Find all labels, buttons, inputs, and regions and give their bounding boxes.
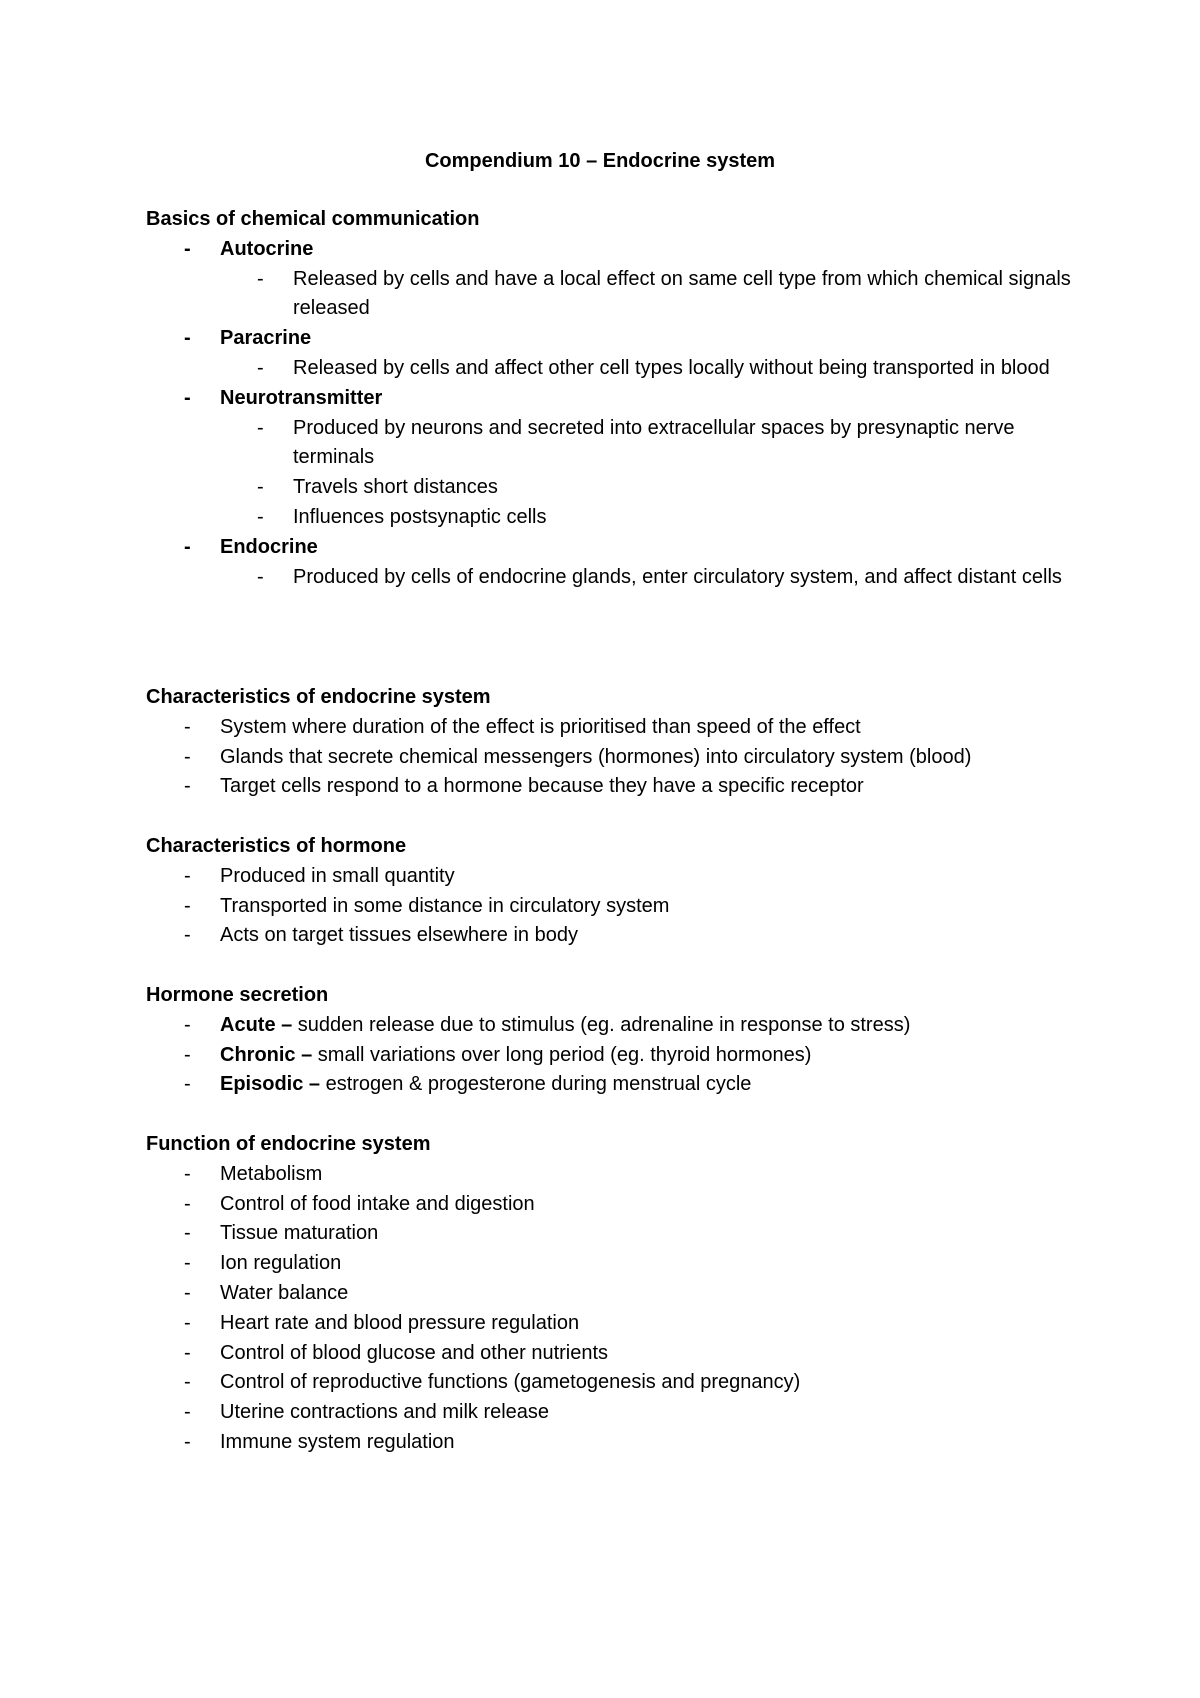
bullet-dash: - (184, 386, 191, 409)
list-item: - Transported in some distance in circulatory system (146, 892, 1086, 922)
bullet-dash: - (184, 1013, 191, 1036)
bullet-dash: - (257, 416, 264, 439)
sub-item: - Released by cells and have a local effect on same cell type from which chemical signals released (146, 265, 1086, 325)
list-item: - Uterine contractions and milk release (146, 1398, 1086, 1428)
list-item: - Heart rate and blood pressure regulation (146, 1309, 1086, 1339)
list-item: - Glands that secrete chemical messengers (hormones) into circulatory system (blood) (146, 743, 1086, 773)
list-item: - Water balance (146, 1279, 1086, 1309)
bullet-dash: - (184, 1073, 191, 1096)
bullet-dash: - (184, 327, 191, 350)
term: Chronic – (220, 1043, 313, 1066)
bullet-dash: - (184, 535, 191, 558)
section-heading: Function of endocrine system (146, 1133, 431, 1155)
bullet-dash: - (257, 505, 264, 528)
bullet-dash: - (184, 1401, 191, 1424)
bullet-dash: - (184, 1311, 191, 1334)
list-item: - Control of blood glucose and other nutrients (146, 1339, 1086, 1369)
list-item: - Metabolism (146, 1160, 1086, 1190)
sub-item: - Travels short distances (146, 473, 1086, 503)
sub-item: - Influences postsynaptic cells (146, 503, 1086, 533)
bullet-dash: - (184, 1043, 191, 1066)
bullet-dash: - (184, 1281, 191, 1304)
list-item-episodic: - Episodic – estrogen & progesterone during menstrual cycle (146, 1070, 1086, 1100)
section-heading: Characteristics of endocrine system (146, 686, 491, 708)
bullet-dash: - (184, 715, 191, 738)
bullet-dash: - (184, 745, 191, 768)
list-item-paracrine: - Paracrine (146, 324, 1086, 354)
bullet-dash: - (184, 775, 191, 798)
bullet-dash: - (184, 1430, 191, 1453)
bullet-dash: - (184, 864, 191, 887)
list-item: - Ion regulation (146, 1249, 1086, 1279)
section-heading: Basics of chemical communication (146, 208, 480, 230)
section-functions (146, 1130, 1086, 1458)
section-heading: Characteristics of hormone (146, 835, 407, 857)
section-hormone-characteristics (146, 832, 1086, 951)
term: Acute – (220, 1013, 293, 1036)
list-item: - System where duration of the effect is prioritised than speed of the effect (146, 713, 1086, 743)
bullet-dash: - (184, 1371, 191, 1394)
list-item: - Tissue maturation (146, 1219, 1086, 1249)
bullet-dash: - (184, 1341, 191, 1364)
list-item-endocrine: - Endocrine (146, 533, 1086, 563)
section-hormone-secretion (146, 981, 1086, 1100)
section-heading: Hormone secretion (146, 984, 329, 1006)
bullet-dash: - (257, 356, 264, 379)
sub-item: - Produced by cells of endocrine glands, enter circulatory system, and affect distant cells (146, 563, 1086, 593)
sub-item: - Released by cells and affect other cell types locally without being transported in blood (146, 354, 1086, 384)
term: Episodic – (220, 1073, 321, 1096)
document-title: Compendium 10 – Endocrine system (424, 150, 776, 172)
bullet-dash: - (257, 267, 264, 290)
bullet-dash: - (184, 1162, 191, 1185)
list-item-autocrine: - Autocrine (146, 235, 1086, 265)
sub-item: - Produced by neurons and secreted into extracellular spaces by presynaptic nerve terminals (146, 414, 1086, 474)
list-item: - Produced in small quantity (146, 862, 1086, 892)
list-item: - Control of reproductive functions (gametogenesis and pregnancy) (146, 1368, 1086, 1398)
list-item-acute: - Acute – sudden release due to stimulus (eg. adrenaline in response to stress) (146, 1011, 1086, 1041)
bullet-dash: - (257, 565, 264, 588)
bullet-dash: - (184, 1222, 191, 1245)
bullet-dash: - (184, 1252, 191, 1275)
bullet-dash: - (184, 924, 191, 947)
list-item: - Control of food intake and digestion (146, 1190, 1086, 1220)
list-item-chronic: - Chronic – small variations over long period (eg. thyroid hormones) (146, 1041, 1086, 1071)
list-item: - Acts on target tissues elsewhere in body (146, 921, 1086, 951)
section-endocrine-characteristics (146, 683, 1086, 802)
list-item-neurotransmitter: - Neurotransmitter (146, 384, 1086, 414)
bullet-dash: - (257, 476, 264, 499)
bullet-dash: - (184, 237, 191, 260)
bullet-dash: - (184, 1192, 191, 1215)
list-item: - Target cells respond to a hormone because they have a specific receptor (146, 772, 1086, 802)
bullet-dash: - (184, 894, 191, 917)
section-basics (146, 205, 1086, 592)
list-item: - Immune system regulation (146, 1428, 1086, 1458)
